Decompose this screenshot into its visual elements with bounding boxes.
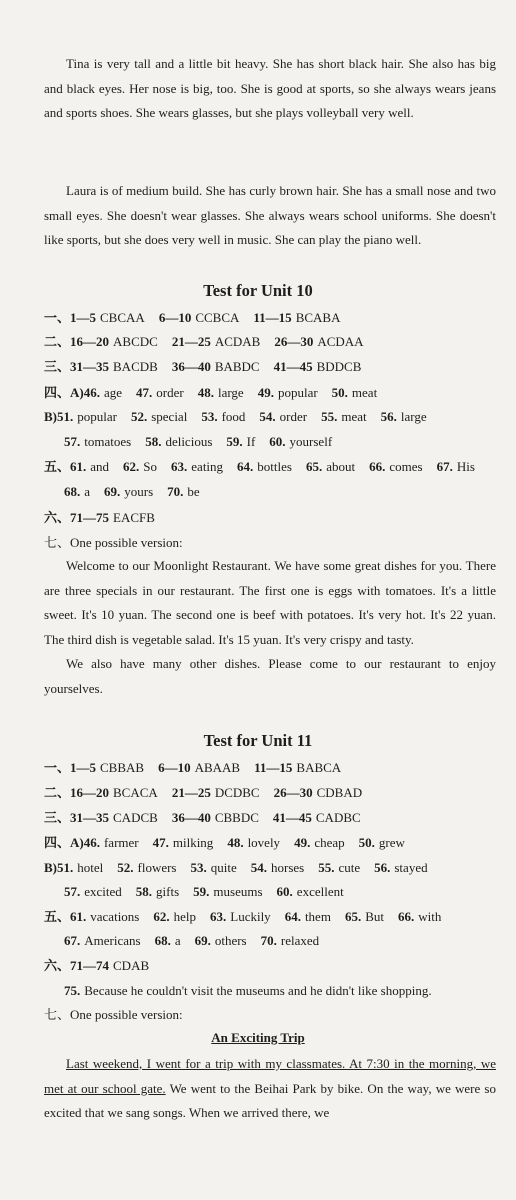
- question-number: 64.: [237, 459, 254, 474]
- question-number: 66.: [369, 459, 386, 474]
- question-number: 55.: [321, 409, 338, 424]
- answer-row: [44, 406, 504, 428]
- question-number: 59.: [193, 884, 210, 899]
- question-number: 50.: [331, 385, 348, 400]
- answer-value: CADCB: [113, 810, 158, 825]
- answer-row: [44, 807, 504, 829]
- answer-value: meat: [351, 385, 378, 400]
- question-number: 47.: [136, 385, 153, 400]
- question-number: 48.: [197, 385, 214, 400]
- question-number: 11—15: [254, 760, 293, 775]
- question-number: 57.: [64, 884, 81, 899]
- question-number: 二、16—20: [44, 785, 110, 800]
- question-number: 60.: [276, 884, 293, 899]
- answer-row: [64, 930, 516, 952]
- answer-value: EACFB: [113, 510, 155, 525]
- unit11-essay-underlined: Last weekend, I went for a trip with my classmates. At 7:30 in the morning, we met at our school gate.: [44, 1056, 496, 1096]
- question-number: 63.: [171, 459, 188, 474]
- answer-value: order: [279, 409, 308, 424]
- answer-value: Americans: [84, 933, 141, 948]
- answer-value: relaxed: [280, 933, 320, 948]
- answer-value: large: [400, 409, 427, 424]
- question-number: 56.: [380, 409, 397, 424]
- question-number: 65.: [305, 459, 323, 474]
- answer-value: ABAAB: [194, 760, 241, 775]
- unit11-essay-text: We went to the Beihai Park by bike. On the way, we were so excited that we sang songs. When we arrived there, we: [44, 1080, 496, 1120]
- question-number: 一、1—5: [44, 760, 97, 775]
- question-number: 6—10: [158, 760, 191, 775]
- answer-value: CDBAD: [316, 785, 363, 800]
- question-number: 26—30: [274, 334, 314, 349]
- unit10-essay: [44, 554, 496, 701]
- answer-value: CDAB: [113, 958, 150, 973]
- answer-value: farmer: [103, 835, 139, 850]
- answer-value: BACDB: [113, 359, 158, 374]
- answer-value: yourself: [289, 434, 333, 449]
- intro-paragraph-tina: Tina is very tall and a little bit heavy. She has short black hair. She also has big and black eyes. Her nose is big, too. She is good at sports, so she always wears jeans and sports shoes. She wears glasses, but she plays volleyball very well.: [44, 56, 496, 120]
- answer-value: ABCDC: [113, 334, 158, 349]
- answer-value: delicious: [165, 434, 213, 449]
- answer-value: BABDC: [214, 359, 260, 374]
- answer-row: [64, 881, 516, 903]
- question-number: 一、1—5: [44, 310, 97, 325]
- answer-value: museums: [213, 884, 263, 899]
- question-number: 6—10: [158, 310, 192, 325]
- unit11-essay-paragraph: [44, 1052, 496, 1126]
- question-number: 67.: [64, 933, 81, 948]
- answer-value: BCACA: [113, 785, 158, 800]
- answer-value: lovely: [247, 835, 281, 850]
- question-number: 41—45: [272, 810, 312, 825]
- question-number: 二、16—20: [44, 334, 110, 349]
- answer-row: [64, 431, 516, 453]
- question-number: 57.: [64, 434, 81, 449]
- question-number: 五、61.: [44, 459, 87, 474]
- answer-value: excited: [84, 884, 122, 899]
- question-number: B)51.: [44, 409, 74, 424]
- answer-value: If: [246, 434, 256, 449]
- question-number: 三、31—35: [44, 810, 110, 825]
- answer-value: gifts: [156, 884, 180, 899]
- question-number: 62.: [123, 459, 140, 474]
- answer-value: BCABA: [295, 310, 341, 325]
- question-number: 58.: [135, 884, 153, 899]
- answer-value: CBBAB: [100, 760, 145, 775]
- answer-value: a: [84, 484, 91, 499]
- answer-value: ACDAB: [214, 334, 261, 349]
- answer-value: BABCA: [296, 760, 342, 775]
- question-number: 68.: [64, 484, 81, 499]
- answer-row: [44, 307, 504, 329]
- question-number: 11—15: [253, 310, 292, 325]
- answer-value: hotel: [77, 860, 104, 875]
- question-number: B)51.: [44, 860, 74, 875]
- answer-value: But: [365, 909, 384, 924]
- answer-value: milking: [172, 835, 214, 850]
- question-number: 47.: [152, 835, 169, 850]
- answer-value: horses: [271, 860, 305, 875]
- answer-row: [44, 955, 504, 977]
- answer-value: Luckily: [230, 909, 271, 924]
- answer-value: cheap: [314, 835, 345, 850]
- question-number: 60.: [269, 434, 286, 449]
- answer-value: CCBCA: [195, 310, 240, 325]
- answer-row: [44, 331, 504, 353]
- unit11-essay-title: An Exciting Trip: [211, 1030, 305, 1045]
- answer-row: [44, 456, 504, 478]
- question-number: 68.: [154, 933, 171, 948]
- question-number: 21—25: [171, 785, 211, 800]
- question-number: 三、31—35: [44, 359, 110, 374]
- question-number: 56.: [374, 860, 391, 875]
- answer-value: quite: [210, 860, 237, 875]
- answer-row: [44, 857, 504, 879]
- answer-value: flowers: [137, 860, 177, 875]
- answer-value: grew: [378, 835, 405, 850]
- intro-paragraph-laura: Laura is of medium build. She has curly brown hair. She has a small nose and two small eyes. She doesn't wear glasses. She always wears school uniforms. She doesn't like sports, but she does very well in music. She can play the piano well.: [44, 183, 496, 247]
- answer-value: BDDCB: [316, 359, 362, 374]
- answer-row: [44, 507, 504, 529]
- question-number: 69.: [104, 484, 121, 499]
- question-number: 75.: [64, 983, 81, 998]
- question-number: 52.: [117, 860, 134, 875]
- question-number: 69.: [194, 933, 211, 948]
- answer-row: [64, 481, 516, 503]
- question-number: 67.: [436, 459, 453, 474]
- answer-value: age: [103, 385, 123, 400]
- answer-value: tomatoes: [84, 434, 132, 449]
- answer-value: eating: [191, 459, 224, 474]
- answer-value: about: [326, 459, 356, 474]
- unit10-essay-paragraph-1: Welcome to our Moonlight Restaurant. We have some great dishes for you. There are three specials in our restaurant. The first one is eggs with tomatoes. It's a little sweet. It's 10 yuan. The second one is beef with potatoes. It's very hot. It's 22 yuan. The third dish is vegetable salad. It's 15 yuan. It's very crispy and tasty.: [44, 558, 496, 647]
- question-number: 49.: [294, 835, 311, 850]
- answer-value: be: [187, 484, 200, 499]
- question-number: 70.: [260, 933, 277, 948]
- question-number: 53.: [201, 409, 218, 424]
- question-number: 四、A)46.: [44, 385, 100, 400]
- question-number: 四、A)46.: [44, 835, 100, 850]
- answer-value: Because he couldn't visit the museums and he didn't like shopping.: [84, 983, 432, 998]
- question-number: 64.: [284, 909, 301, 924]
- answer-value: CBBDC: [214, 810, 259, 825]
- question-number: 54.: [259, 409, 276, 424]
- question-number: 五、61.: [44, 909, 87, 924]
- answer-value: popular: [277, 385, 318, 400]
- question-number: 66.: [397, 909, 415, 924]
- answer-row: [44, 382, 504, 404]
- answer-row: [44, 356, 504, 378]
- unit11-title: Test for Unit 11: [203, 731, 313, 750]
- question-number: 62.: [153, 909, 170, 924]
- unit10-essay-paragraph-2: We also have many other dishes. Please come to our restaurant to enjoy yourselves.: [44, 656, 496, 696]
- answer-value: and: [90, 459, 110, 474]
- answer-row: [64, 980, 516, 1002]
- answer-value: So: [143, 459, 158, 474]
- answer-row: [44, 906, 504, 928]
- answer-row: [44, 832, 504, 854]
- answer-value: special: [151, 409, 188, 424]
- question-number: 58.: [145, 434, 162, 449]
- answer-value: bottles: [257, 459, 292, 474]
- question-number: 63.: [210, 909, 227, 924]
- question-number: 六、71—74: [44, 958, 110, 973]
- unit10-title: Test for Unit 10: [203, 281, 313, 300]
- answer-value: food: [221, 409, 246, 424]
- question-number: 36—40: [171, 359, 211, 374]
- answer-row: [44, 757, 504, 779]
- question-number: 36—40: [171, 810, 211, 825]
- answer-value: yours: [124, 484, 154, 499]
- answer-value: help: [173, 909, 196, 924]
- answer-row: [44, 782, 504, 804]
- answer-value: others: [214, 933, 247, 948]
- question-number: 41—45: [273, 359, 313, 374]
- answer-value: stayed: [394, 860, 428, 875]
- answer-value: with: [418, 909, 442, 924]
- answer-value: them: [304, 909, 331, 924]
- answer-value: large: [217, 385, 244, 400]
- answer-value: ACDAA: [317, 334, 364, 349]
- answer-value: popular: [77, 409, 117, 424]
- question-number: 54.: [250, 860, 267, 875]
- answer-value: CADBC: [315, 810, 361, 825]
- unit11-essay-label: 七、One possible version:: [44, 1007, 183, 1022]
- answer-value: a: [174, 933, 181, 948]
- unit10-essay-label: 七、One possible version:: [44, 535, 183, 550]
- question-number: 59.: [226, 434, 243, 449]
- answer-value: DCDBC: [214, 785, 260, 800]
- question-number: 49.: [257, 385, 274, 400]
- answer-value: order: [156, 385, 184, 400]
- question-number: 六、71—75: [44, 510, 110, 525]
- answer-value: His: [456, 459, 475, 474]
- answer-value: comes: [389, 459, 423, 474]
- answer-value: vacations: [90, 909, 140, 924]
- question-number: 48.: [227, 835, 244, 850]
- answer-value: meat: [341, 409, 367, 424]
- question-number: 26—30: [273, 785, 313, 800]
- answer-value: excellent: [296, 884, 344, 899]
- question-number: 52.: [130, 409, 148, 424]
- answer-value: CBCAA: [100, 310, 145, 325]
- question-number: 53.: [190, 860, 207, 875]
- question-number: 65.: [344, 909, 362, 924]
- question-number: 21—25: [171, 334, 211, 349]
- question-number: 50.: [358, 835, 375, 850]
- question-number: 55.: [318, 860, 335, 875]
- question-number: 70.: [167, 484, 184, 499]
- answer-value: cute: [338, 860, 361, 875]
